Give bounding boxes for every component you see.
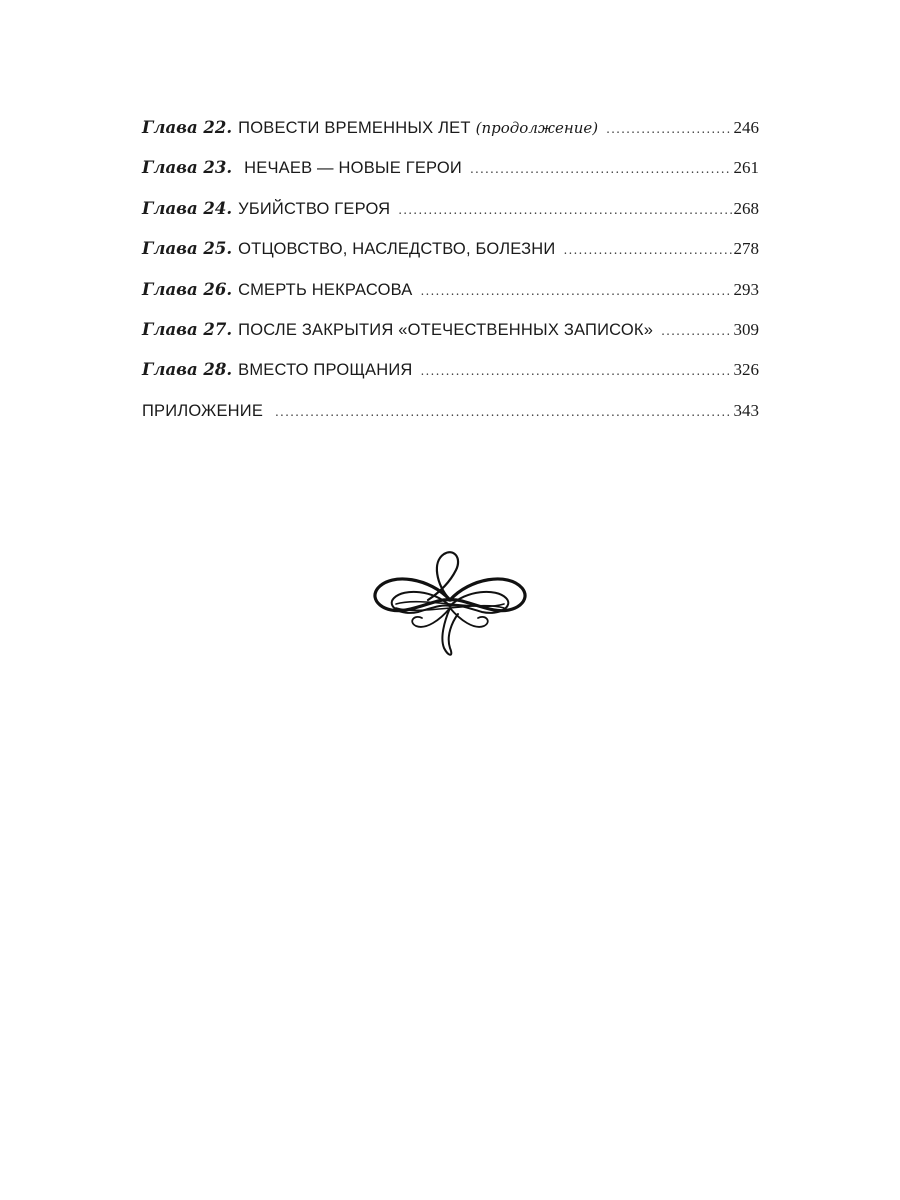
chapter-subtitle: (продолжение)	[475, 119, 599, 137]
chapter-title: НЕЧАЕВ — НОВЫЕ ГЕРОИ	[244, 159, 462, 178]
dot-leader	[275, 398, 731, 426]
toc-entry-appendix[interactable]	[142, 397, 759, 437]
dot-leader	[470, 155, 732, 183]
toc-entry-chapter-26[interactable]	[142, 276, 759, 316]
page-number: 293	[733, 279, 759, 299]
chapter-number: Глава 28.	[142, 360, 233, 380]
chapter-title: СМЕРТЬ НЕКРАСОВА	[238, 280, 413, 299]
chapter-number: Глава 23.	[142, 158, 233, 178]
appendix-title: ПРИЛОЖЕНИЕ	[142, 401, 264, 420]
toc-entry-chapter-24[interactable]	[142, 195, 759, 235]
flourish-ornament-icon	[370, 548, 530, 660]
chapter-number: Глава 25.	[142, 239, 233, 259]
dot-leader	[606, 115, 731, 143]
chapter-title: ПОСЛЕ ЗАКРЫТИЯ «ОТЕЧЕСТВЕННЫХ ЗАПИСОК»	[238, 320, 654, 339]
dot-leader	[421, 277, 732, 305]
chapter-number: Глава 22.	[142, 118, 233, 137]
chapter-number: Глава 27.	[142, 319, 233, 339]
chapter-title: ПОВЕСТИ ВРЕМЕННЫХ ЛЕТ	[238, 119, 471, 137]
page-number: 343	[733, 400, 759, 420]
chapter-number: Глава 24.	[142, 198, 233, 218]
page-number: 326	[733, 360, 759, 380]
toc-entry-chapter-23[interactable]	[142, 154, 759, 194]
dot-leader	[661, 317, 731, 345]
dot-leader	[398, 196, 731, 224]
page-number: 268	[733, 198, 759, 218]
dot-leader	[421, 357, 732, 385]
chapter-number: Глава 26.	[142, 279, 233, 299]
toc-entry-chapter-22[interactable]	[142, 114, 759, 154]
toc-entry-chapter-25[interactable]	[142, 235, 759, 275]
page-number: 278	[733, 239, 759, 259]
page-number: 261	[733, 158, 759, 178]
toc-entry-chapter-27[interactable]	[142, 316, 759, 356]
page-number: 246	[733, 118, 759, 137]
chapter-title: ВМЕСТО ПРОЩАНИЯ	[238, 361, 413, 380]
page-number: 309	[733, 319, 759, 339]
table-of-contents	[142, 114, 759, 437]
dot-leader	[563, 236, 731, 264]
toc-entry-chapter-28[interactable]	[142, 356, 759, 396]
chapter-title: УБИЙСТВО ГЕРОЯ	[238, 199, 391, 218]
chapter-title: ОТЦОВСТВО, НАСЛЕДСТВО, БОЛЕЗНИ	[238, 240, 556, 259]
